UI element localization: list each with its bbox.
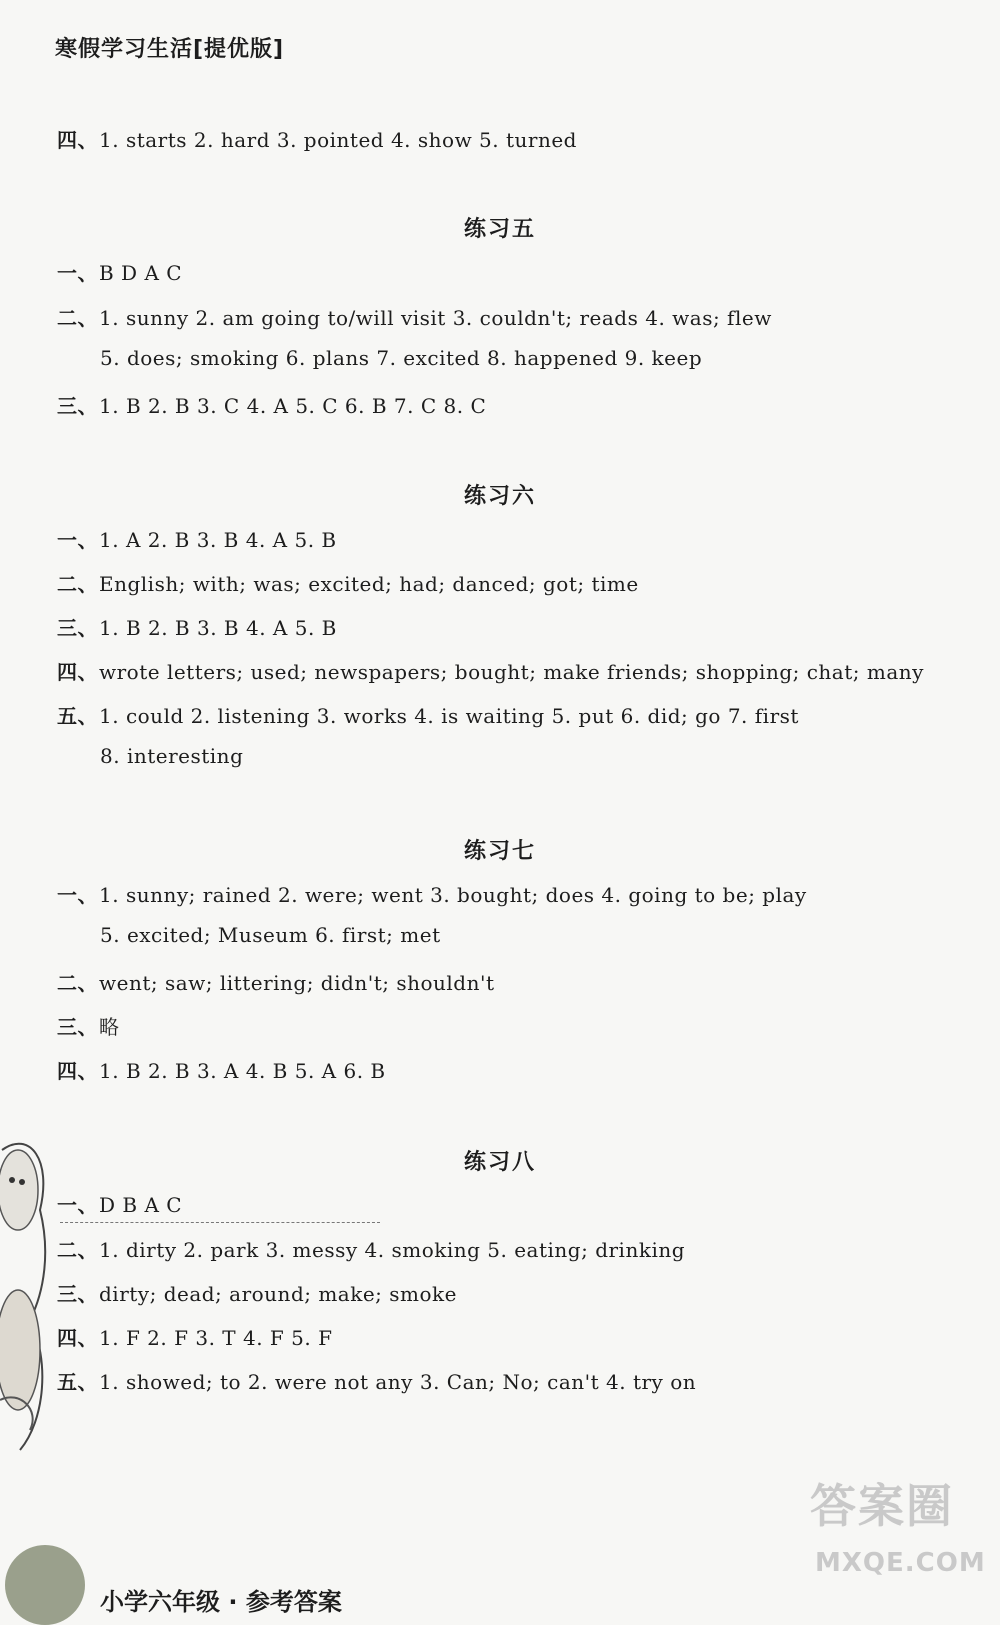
answer-line [57,1322,332,1351]
answer-text: 1. could 2. listening 3. works 4. is waiting 5. put 6. did; go 7. first [99,704,799,728]
answer-text: 略 [99,1015,120,1039]
answer-line [57,1234,685,1263]
answer-text: 1. B 2. B 3. B 4. A 5. B [99,616,337,640]
footer-label: 小学六年级 · 参考答案 [100,1588,342,1616]
item-number: 三、 [57,1015,98,1039]
answer-line [57,524,337,553]
answer-line [100,923,441,947]
answer-text: went; saw; littering; didn't; shouldn't [99,971,495,995]
answer-line [57,302,772,331]
page-number-badge [5,1545,85,1625]
answer-line [100,346,702,370]
watermark-text: 答案圈 [810,1479,954,1533]
section-title-7: 练习七 [463,839,536,864]
item-number: 三、 [57,1282,98,1306]
item-number: 二、 [57,1238,98,1262]
answer-line [57,390,486,419]
answer-text: 1. sunny; rained 2. were; went 3. bought; does 4. going to be; play [99,883,807,907]
answer-line [57,700,799,729]
answer-text: 1. sunny 2. am going to/will visit 3. couldn't; reads 4. was; flew [99,306,772,330]
answer-text: D B A C [99,1193,183,1217]
answer-text: English; with; was; excited; had; danced; got; time [99,572,639,596]
answer-line [57,124,577,153]
item-number: 二、 [57,971,98,995]
answer-text: 1. B 2. B 3. C 4. A 5. C 6. B 7. C 8. C [99,394,487,418]
item-number: 一、 [57,1193,98,1217]
item-number: 三、 [57,616,98,640]
answer-text: 8. interesting [100,744,244,768]
answer-line [57,656,924,685]
item-number: 五、 [57,704,98,728]
watermark-url: MXQE.COM [815,1548,986,1578]
item-number: 四、 [57,660,98,684]
item-number: 一、 [57,528,98,552]
item-number: 四、 [57,1326,98,1350]
answer-line [100,744,243,768]
answer-text: 5. does; smoking 6. plans 7. excited 8. happened 9. keep [100,346,703,370]
answer-text: 1. showed; to 2. were not any 3. Can; No; can't 4. try on [99,1370,697,1394]
answer-text: 1. B 2. B 3. A 4. B 5. A 6. B [99,1059,386,1083]
answer-line [57,1189,182,1218]
dotted-divider [60,1222,380,1223]
answer-text: wrote letters; used; newspapers; bought; make friends; shopping; chat; many [99,660,924,684]
section-title-6: 练习六 [463,484,536,509]
answer-line [57,1366,696,1395]
item-number: 一、 [57,883,98,907]
item-number: 四、 [57,128,98,152]
item-number: 三、 [57,394,98,418]
answer-text: 1. F 2. F 3. T 4. F 5. F [99,1326,333,1350]
answer-text: B D A C [99,261,183,285]
answer-line [57,1055,386,1084]
answer-text: dirty; dead; around; make; smoke [99,1282,458,1306]
watermark-logo [800,1470,986,1600]
running-header: 寒假学习生活[提优版] [55,37,285,62]
item-number: 四、 [57,1059,98,1083]
section-title-8: 练习八 [463,1150,536,1175]
answer-line [57,568,639,597]
answer-text: 1. dirty 2. park 3. messy 4. smoking 5. eating; drinking [99,1238,686,1262]
answer-line [57,257,182,286]
section-title-5: 练习五 [463,217,536,242]
answer-text: 1. starts 2. hard 3. pointed 4. show 5. turned [99,128,577,152]
item-number: 五、 [57,1370,98,1394]
answer-text: 5. excited; Museum 6. first; met [100,923,441,947]
answer-line [57,879,807,908]
answer-line [57,1011,120,1040]
item-number: 二、 [57,306,98,330]
answer-line [57,1278,457,1307]
answer-line [57,967,495,996]
answer-text: 1. A 2. B 3. B 4. A 5. B [99,528,337,552]
cartoon-mascot-icon [0,1120,55,1460]
answer-line [57,612,337,641]
item-number: 一、 [57,261,98,285]
item-number: 二、 [57,572,98,596]
